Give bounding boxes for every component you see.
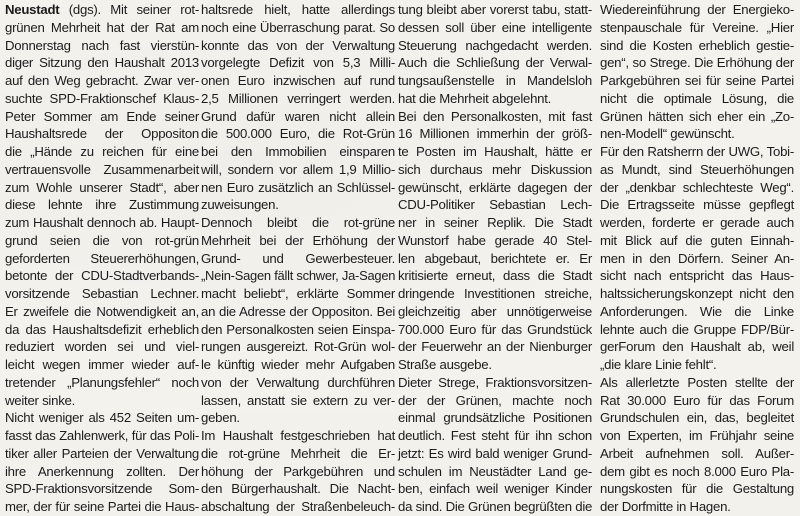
text-line: diger Sitzung den Haushalt 2013: [5, 55, 199, 71]
text-line: SPD-Fraktionsvorsitzende Som-: [5, 481, 199, 497]
article-column-2: [201, 1, 395, 516]
text-line: kritisierte erneut, dass die Stadt: [398, 268, 592, 284]
text-line: „die klare Linie fehlt“.: [600, 357, 717, 372]
text-line: ben, einfach weil weniger Kinder: [398, 481, 592, 497]
text-line: Peter Sommer am Ende seiner: [5, 108, 199, 124]
text-line: Arbeit aufnehmen soll. Außer-: [600, 445, 794, 461]
dateline: Neustadt: [5, 2, 60, 17]
text-line: der Dorfmitte in Hagen.: [600, 499, 731, 514]
text-line: werden, forderte er gerade auch: [600, 215, 794, 230]
text-line: betonte der CDU-Stadtverbands-: [5, 268, 199, 284]
text-line: lassen, anstatt sie extern zu ver-: [201, 392, 395, 408]
text-line: den Bürgerhaushalt. Die Nacht-: [201, 481, 395, 497]
text-line: Grund- und Gewerbesteuer.: [201, 250, 395, 266]
text-line: Grundschulen ein, das, begleitet: [600, 410, 794, 426]
text-line: die rot-grüne Mehrheit die Er-: [201, 445, 395, 461]
text-line: haltsrede hielt, hatte allerdings: [201, 2, 395, 17]
text-line: gen“, so Strege. Die Erhöhung der: [600, 55, 794, 71]
text-line: grünen Mehrheit hat der Rat am: [5, 19, 199, 35]
text-line: abschaltung der Straßenbeleuch-: [201, 499, 395, 514]
text-line: Die Ertragsseite müsse gepflegt: [600, 197, 794, 213]
text-line: Grünen hätten sich eher ein „Zo-: [600, 108, 794, 124]
text-line: auf den Weg gebracht. Zwar ver-: [5, 73, 199, 88]
text-line: dem gibt es noch 8.000 Euro Pla-: [600, 463, 794, 479]
text-line: Wiedereinführung der Energieko-: [600, 2, 794, 17]
text-line: mer, der für seine Partei die Haus-: [5, 499, 199, 514]
text-line: ihre Anerkennung zollten. Der: [5, 463, 199, 479]
text-line: Dieter Strege, Fraktionsvorsitzen-: [398, 374, 592, 390]
text-line: weiter sinke.: [5, 392, 76, 408]
text-line: die „Hände zu reichen für eine: [5, 144, 199, 159]
text-line: Parkgebühren sei für seine Partei: [600, 73, 794, 88]
text-line: den Personalkosten seien Einspa-: [201, 321, 395, 337]
text-line: 700.000 Euro für das Grundstück: [398, 321, 592, 337]
text-line: le künftig wieder mehr Aufgaben: [201, 357, 395, 372]
text-line: ner in seiner Replik. Die Stadt: [398, 215, 592, 230]
text-line: nen-Modell“ gewünscht.: [600, 126, 735, 142]
text-line: der Feuerwehr an der Nienburger: [398, 339, 592, 355]
text-line: Im Haushalt festgeschrieben hat: [201, 428, 395, 443]
text-line: nen Euro zusätzlich an Schlüssel-: [201, 179, 395, 195]
text-line: an die Adresse der Oppositon. Bei: [201, 303, 395, 319]
text-line: CDU-Politiker Sebastian Lech-: [398, 197, 592, 213]
text-line: gerForum den Haushalt ab, weil: [600, 339, 794, 355]
text-line: bei den Immobilien einsparen: [201, 144, 395, 159]
text-line: geben.: [201, 410, 240, 426]
text-line-content: (dgs). Mit seiner rot-: [59, 2, 199, 17]
text-line: nicht die optimale Lösung, die: [600, 90, 794, 106]
text-line: gewünscht, erklärte dagegen der: [398, 179, 592, 195]
text-line: höhung der Parkgebühren und: [201, 463, 395, 479]
text-line: von Experten, im Frühjahr seine: [600, 428, 794, 443]
text-line: Anforderungen. Wie die Linke: [600, 303, 794, 319]
text-line: Grund dafür waren nicht allein: [201, 108, 395, 124]
text-line: rungen ausgereizt. Rot-Grün wol-: [201, 339, 395, 355]
text-line: Dennoch bleibt die rot-grüne: [201, 215, 395, 230]
text-line: men in den Dörfern. Seiner An-: [600, 250, 794, 266]
text-line: deutlich. Fest steht für ihn schon: [398, 428, 592, 443]
text-line: Donnerstag nach fast vierstün-: [5, 37, 199, 53]
text-line: will, sondern vor allem 1,9 Millio-: [201, 161, 395, 177]
text-line: gleichzeitig aber unnötigerweise: [398, 303, 592, 319]
text-line: dessen soll über eine intelligente: [398, 19, 592, 35]
text-line: fasst das Zahlenwerk, für das Poli-: [5, 428, 199, 443]
text-line: tiker aller Parteien der Verwaltung: [5, 445, 199, 461]
article-column-4: [600, 1, 794, 516]
text-line: schulen im Neustädter Land ge-: [398, 463, 592, 479]
text-line: 2,5 Millionen verringert werden.: [201, 90, 395, 106]
text-line: nungskosten für die Gestaltung: [600, 481, 794, 497]
text-line: konnte das von der Verwaltung: [201, 37, 395, 53]
text-line: lehnte auch die Gruppe FDP/Bür-: [600, 321, 794, 337]
text-line: einmal grundsätzliche Positionen: [398, 410, 592, 426]
text-line: Er zweifele die Notwendigkeit an,: [5, 303, 199, 319]
text-line: macht beliebt“, erklärte Sommer: [201, 286, 395, 301]
text-line: Auch die Schließung der Verwal-: [398, 55, 592, 71]
text-line: da das Haushaltsdefizit erheblich: [5, 321, 199, 337]
text-line: suchte SPD-Fraktionschef Klaus-: [5, 90, 199, 106]
text-line: dringende Investitionen streiche,: [398, 286, 592, 301]
text-line: Straße ausgebe.: [398, 357, 492, 372]
text-line: vorsitzende Sebastian Lechner.: [5, 286, 199, 301]
text-line: zum Haushalt dennoch ab. Haupt-: [5, 215, 199, 230]
text-line: as Mundt, sind Steuerhöhungen: [600, 161, 794, 177]
text-line: mit Blick auf die guten Einnah-: [600, 232, 794, 248]
text-line: noch eine Überraschung parat. So: [201, 19, 395, 35]
text-line: tretender „Planungsfehler“ noch: [5, 374, 199, 390]
text-line: zum Wohle unserer Stadt“, aber: [5, 179, 199, 195]
text-line: [5, 1, 199, 19]
text-line: Haushaltsrede der Oppositon: [5, 126, 199, 142]
article-column-3: [398, 1, 592, 516]
text-line: Als allerletzte Posten stellte der: [600, 374, 794, 390]
text-line: reduziert worden sei und viel-: [5, 339, 199, 355]
text-line: Wunstorf habe gerade 40 Stel-: [398, 232, 592, 248]
text-line: sicht nach entspricht das Haus-: [600, 268, 794, 284]
text-line: stenpauschale für Vereine. „Hier: [600, 19, 794, 35]
text-line: der der Grünen, machte noch: [398, 392, 592, 408]
text-line: Steuerung nachgedacht werden.: [398, 37, 592, 53]
text-line: onen Euro inzwischen auf rund: [201, 73, 395, 88]
text-line: len abgebaut, berichtete er. Er: [398, 250, 592, 266]
text-line: da sind. Die Grünen begrüßten die: [398, 499, 593, 514]
text-line: tung bleibt aber vorerst tabu, statt-: [398, 2, 592, 17]
text-line: der „denkbar schlechteste Weg“.: [600, 179, 794, 195]
text-line: vorgelegte Defizit von 5,3 Milli-: [201, 55, 395, 71]
text-line: Nicht weniger als 452 Seiten um-: [5, 410, 199, 426]
text-line: geforderten Steuererhöhungen,: [5, 250, 199, 266]
text-line: grund seien die von rot-grün: [5, 232, 199, 248]
text-line: sich durchaus mehr Diskussion: [398, 161, 592, 177]
text-line: die 500.000 Euro, die Rot-Grün: [201, 126, 395, 142]
text-line: haltssicherungskonzept nicht den: [600, 286, 794, 301]
text-line: Bei den Personalkosten, mit fast: [398, 108, 592, 124]
text-line: tungsaußenstelle in Mandelsloh: [398, 73, 592, 88]
text-line: von der Verwaltung durchführen: [201, 374, 395, 390]
text-line: te Posten im Haushalt, hätte er: [398, 144, 592, 159]
text-line: 16 Millionen immerhin der größ-: [398, 126, 592, 142]
text-line: vertrauensvolle Zusammenarbeit: [5, 161, 199, 177]
text-line: zuweisungen.: [201, 197, 279, 213]
text-line: sind die Kosten erheblich gestie-: [600, 37, 794, 53]
text-line: Für den Ratsherrn der UWG, Tobi-: [600, 144, 794, 159]
text-line: jetzt: Es wird bald weniger Grund-: [398, 445, 592, 461]
text-line: Mehrheit bei der Erhöhung der: [201, 232, 395, 248]
article-column-1: [5, 1, 199, 516]
text-line: leicht wegen immer wieder auf-: [5, 357, 199, 372]
text-line: Rat 30.000 Euro für das Forum: [600, 392, 794, 408]
text-line: diese lehnte ihre Zustimmung: [5, 197, 199, 213]
text-line: „Nein-Sagen fällt schwer, Ja-Sagen: [201, 268, 396, 284]
text-line: hat die Mehrheit abgelehnt.: [398, 90, 552, 106]
